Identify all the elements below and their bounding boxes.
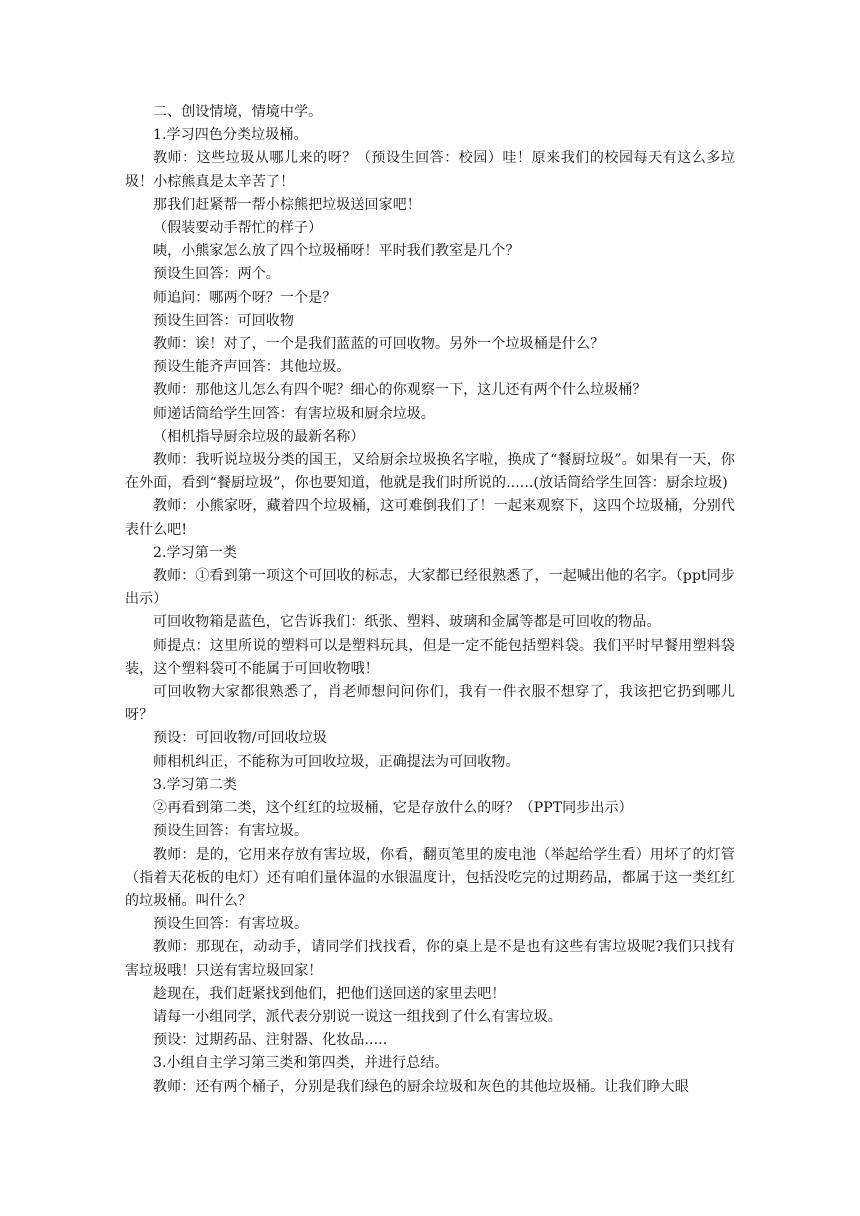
paragraph: 预设生回答：有害垃圾。 [153, 916, 309, 933]
paragraph: 教师：是的，它用来存放有害垃圾，你看，翻页笔里的废电池（举起给学生看）用坏了的灯管（指着天花板的电灯）还有咱们量体温的水银温度计，包括没吃完的过期药品，都属于这一类红红的垃圾桶。叫什么？ [125, 846, 735, 909]
paragraph: 预设生回答：有害垃圾。 [153, 823, 309, 840]
section-heading: 二、创设情境，情境中学。 [153, 104, 323, 120]
paragraph: 请每一小组同学，派代表分别说一说这一组找到了什么有害垃圾。 [153, 1008, 562, 1025]
paragraph: 可回收物大家都很熟悉了，肖老师想问问你们，我有一件衣服不想穿了，我该把它扔到哪儿呀？ [125, 684, 735, 724]
paragraph: 教师：还有两个桶子，分别是我们绿色的厨余垃圾和灰色的其他垃圾桶。让我们睁大眼 [153, 1078, 689, 1095]
paragraph: ②再看到第二类，这个红红的垃圾桶，它是存放什么的呀？（PPT同步出示） [153, 800, 633, 817]
subsection-heading: 1.学习四色分类垃圾桶。 [153, 127, 308, 144]
paragraph: 教师：这些垃圾从哪儿来的呀？（预设生回答：校园）哇！原来我们的校园每天有这么多垃圾！小棕熊真是太辛苦了！ [125, 150, 735, 190]
paragraph: 教师：那现在，动动手，请同学们找找看，你的桌上是不是也有这些有害垃圾呢?我们只找有害垃圾哦！只送有害垃圾回家！ [125, 939, 735, 979]
paragraph: 教师：小熊家呀，藏着四个垃圾桶，这可难倒我们了！一起来观察下，这四个垃圾桶，分别代表什么吧! [125, 498, 735, 538]
paragraph: 可回收物箱是蓝色，它告诉我们：纸张、塑料、玻璃和金属等都是可回收的物品。 [153, 614, 661, 631]
document-body [125, 101, 735, 1099]
subsection-heading: 3.学习第二类 [153, 776, 238, 793]
paragraph: 教师：我听说垃圾分类的国王，又给厨余垃圾换名字啦，换成了“餐厨垃圾”。如果有一天，你在外面，看到“餐厨垃圾”，你也要知道，他就是我们时所说的......(放话筒给学生回答：厨余垃圾) [125, 452, 735, 492]
subsection-heading: 3.小组自主学习第三类和第四类，并进行总结。 [153, 1055, 449, 1072]
paragraph: 预设生能齐声回答：其他垃圾。 [153, 359, 351, 376]
paragraph: 教师：①看到第一项这个可回收的标志，大家都已经很熟悉了，一起喊出他的名字。（ppt同步出示） [125, 568, 735, 608]
paragraph: 预设：过期药品、注射器、化妆品..... [153, 1032, 388, 1049]
paragraph: （相机指导厨余垃圾的最新名称） [153, 428, 365, 445]
paragraph: 师相机纠正，不能称为可回收垃圾，正确提法为可回收物。 [153, 753, 520, 770]
paragraph: 师提点：这里所说的塑料可以是塑料玩具，但是一定不能包括塑料袋。我们平时早餐用塑料袋装，这个塑料袋可不能属于可回收物哦！ [125, 637, 735, 677]
paragraph: 预设：可回收物/可回收垃圾 [153, 730, 328, 747]
paragraph: 预设生回答：可回收物 [153, 312, 294, 329]
paragraph: 咦，小熊家怎么放了四个垃圾桶呀！平时我们教室是几个？ [153, 243, 520, 260]
paragraph: 教师：诶！对了，一个是我们蓝蓝的可回收物。另外一个垃圾桶是什么？ [153, 336, 605, 353]
subsection-heading: 2.学习第一类 [153, 544, 238, 561]
paragraph: （假装要动手帮忙的样子） [153, 220, 323, 237]
paragraph: 师追问：哪两个呀？一个是？ [153, 289, 337, 306]
paragraph: 教师：那他这儿怎么有四个呢？细心的你观察一下，这儿还有两个什么垃圾桶？ [153, 382, 647, 399]
paragraph: 趁现在，我们赶紧找到他们，把他们送回送的家里去吧！ [153, 985, 506, 1002]
paragraph: 预设生回答：两个。 [153, 266, 280, 283]
paragraph: 师递话筒给学生回答：有害垃圾和厨余垃圾。 [153, 405, 435, 422]
paragraph: 那我们赶紧帮一帮小棕熊把垃圾送回家吧！ [153, 196, 421, 213]
